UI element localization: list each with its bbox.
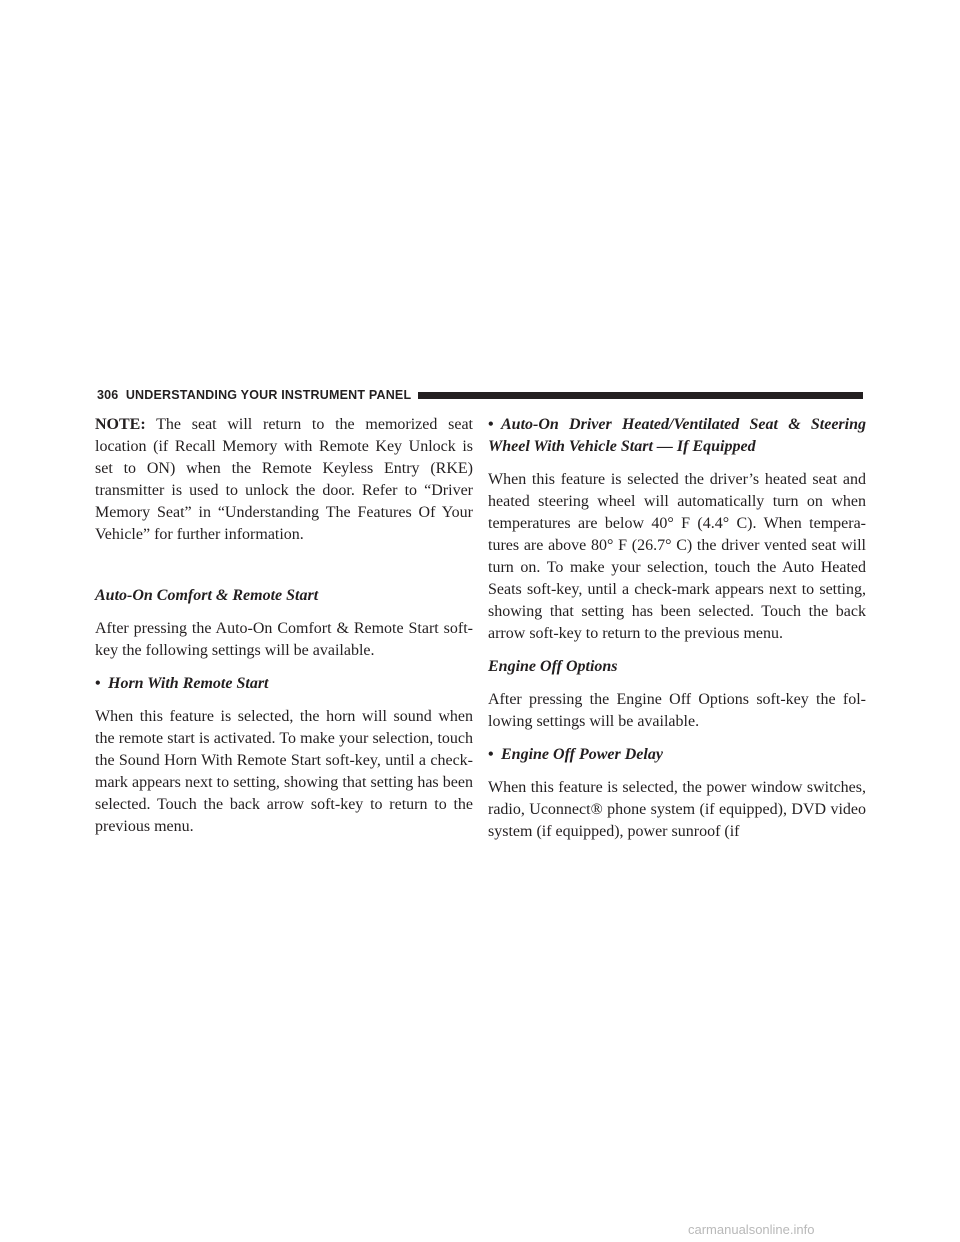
intro-paragraph-engine-off: After pressing the Engine Off Options soft-key the fol-lowing settings will be available. bbox=[488, 691, 866, 730]
watermark: carmanualsonline.info bbox=[688, 1222, 815, 1237]
left-column bbox=[95, 414, 473, 838]
bullet-auto-on-driver-heated-seat bbox=[488, 414, 866, 458]
bullet-heading: Auto-On Driver Heated/Ventilated Seat & Steering Wheel With Vehicle Start — If Equipped bbox=[488, 416, 866, 455]
page-header-text bbox=[97, 388, 411, 402]
bullet-marker: • bbox=[488, 416, 494, 433]
bullet-body-power-delay: When this feature is selected, the power window switches, radio, Uconnect® phone system (if equipped), DVD video system (if equipped), power sunroof (if bbox=[488, 779, 866, 840]
page-header bbox=[97, 387, 863, 403]
bullet-marker: • bbox=[95, 675, 101, 692]
bullet-engine-off-power-delay bbox=[488, 744, 866, 766]
section-heading-engine-off-options: Engine Off Options bbox=[488, 658, 618, 675]
note-label: NOTE: bbox=[95, 416, 146, 433]
section-title: UNDERSTANDING YOUR INSTRUMENT PANEL bbox=[125, 388, 412, 402]
header-rule bbox=[418, 392, 863, 399]
right-column bbox=[488, 414, 866, 843]
note-paragraph bbox=[95, 414, 473, 546]
intro-paragraph-auto-on: After pressing the Auto-On Comfort & Remote Start soft-key the following settings will be available. bbox=[95, 620, 473, 659]
bullet-marker: • bbox=[488, 746, 494, 763]
section-heading-auto-on-comfort: Auto-On Comfort & Remote Start bbox=[95, 587, 319, 604]
bullet-heading: Horn With Remote Start bbox=[108, 675, 269, 692]
page-number: 306 bbox=[97, 388, 119, 402]
bullet-body-horn: When this feature is selected, the horn will sound when the remote start is activated. To make your selection, touch the Sound Horn With Remote Start soft-key, until a check-mark appears next to setting, showing that setting has been selected. Touch the back arrow soft-key to return to the previous menu. bbox=[95, 708, 473, 835]
note-text: The seat will return to the memorized seat location (if Recall Memory with Remote Key Unlock is set to ON) when the Remote Keyless Entry (RKE) transmitter is used to unlock the door. Refer to “Driver Memory Seat” in “Understanding The Features Of Your Vehicle” for further information. bbox=[95, 416, 473, 543]
bullet-horn-with-remote-start bbox=[95, 673, 473, 695]
bullet-heading: Engine Off Power Delay bbox=[501, 746, 663, 763]
bullet-body-heated-seat: When this feature is selected the driver’s heated seat and heated steering wheel will automatically turn on when temperatures are below 40° F (4.4° C). When tempera-tures are above 80° F (26.7° C) the driver vented seat will turn on. To make your selection, touch the Auto Heated Seats soft-key, until a check-mark appears next to setting, showing that setting has been selected. Touch the back arrow soft-key to return to the previous menu. bbox=[488, 471, 866, 642]
